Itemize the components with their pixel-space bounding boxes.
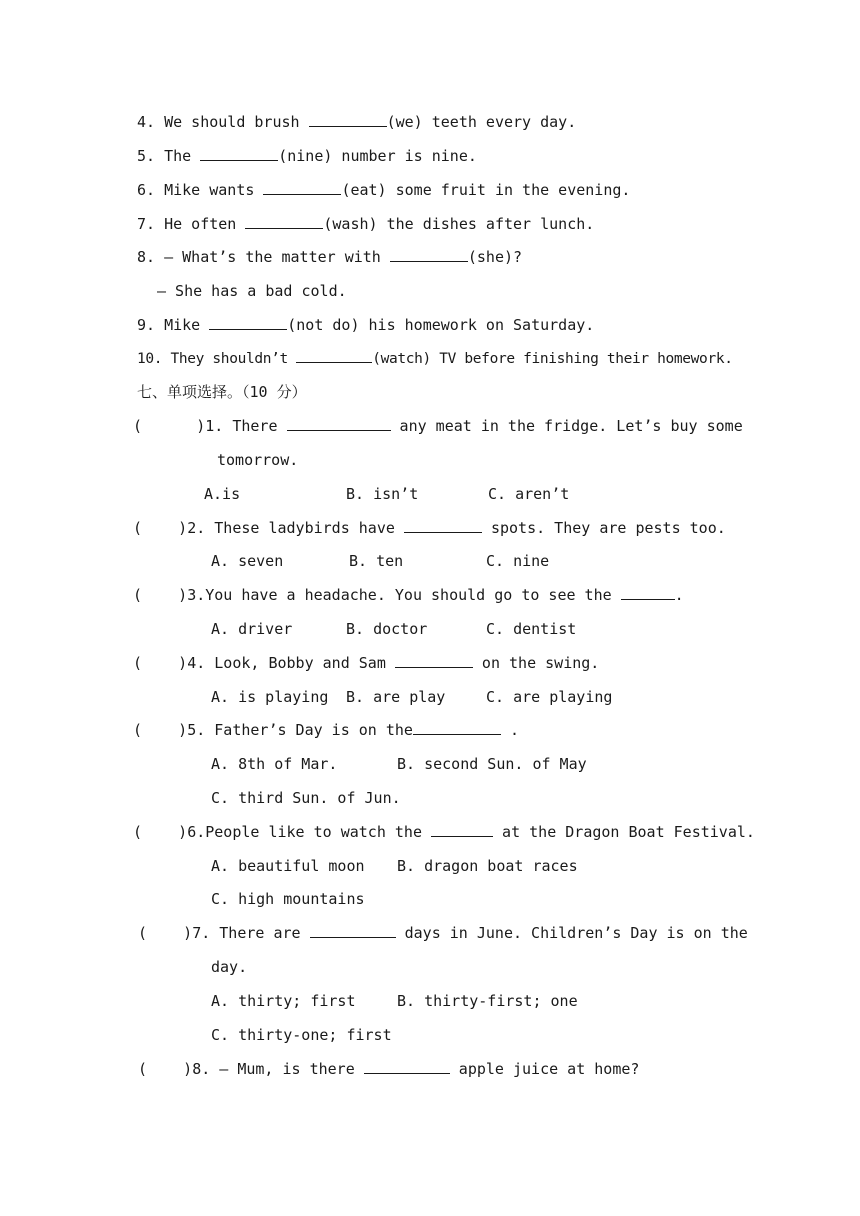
option-b[interactable]: B. thirty-first; one: [397, 992, 578, 1010]
question-7: 7. He often (wash) the dishes after lunch.: [137, 215, 595, 233]
question-8: 8. — What’s the matter with (she)?: [137, 248, 523, 266]
option-a[interactable]: A.is: [204, 485, 241, 503]
option-a[interactable]: A. thirty; first: [211, 992, 356, 1010]
option-b[interactable]: B. dragon boat races: [397, 857, 578, 875]
answer-blank[interactable]: [310, 923, 396, 938]
choice-question-8: ( )8. — Mum, is there apple juice at home?: [138, 1060, 640, 1078]
answer-blank[interactable]: [309, 112, 387, 127]
option-b[interactable]: B. isn’t: [346, 485, 419, 503]
option-a[interactable]: A. seven: [211, 552, 284, 570]
option-b[interactable]: B. second Sun. of May: [397, 755, 587, 773]
choice-question-3: ( )3.You have a headache. You should go to see the .: [133, 586, 684, 604]
choice-question-1: ( )1. There any meat in the fridge. Let’s buy some: [133, 417, 743, 435]
answer-bracket[interactable]: ( ): [138, 1060, 193, 1078]
section-title: 七、单项选择。（10 分）: [137, 383, 307, 401]
choice-question-7-cont: day.: [211, 958, 248, 976]
option-a[interactable]: A. is playing: [211, 688, 329, 706]
answer-bracket[interactable]: ( ): [133, 417, 206, 435]
option-c[interactable]: C. third Sun. of Jun.: [211, 789, 401, 807]
question-8-reply: — She has a bad cold.: [157, 282, 347, 300]
answer-bracket[interactable]: ( ): [138, 924, 193, 942]
question-10: 10. They shouldn’t (watch) TV before finishing their homework.: [137, 348, 733, 369]
option-c[interactable]: C. dentist: [486, 620, 577, 638]
answer-bracket[interactable]: ( ): [133, 519, 188, 537]
choice-question-2: ( )2. These ladybirds have spots. They are pests too.: [133, 519, 726, 537]
option-c[interactable]: C. nine: [486, 552, 550, 570]
option-a[interactable]: A. beautiful moon: [211, 857, 365, 875]
choice-question-6: ( )6.People like to watch the at the Dragon Boat Festival.: [133, 823, 755, 841]
answer-blank[interactable]: [390, 247, 468, 262]
answer-bracket[interactable]: ( ): [133, 823, 188, 841]
question-6: 6. Mike wants (eat) some fruit in the evening.: [137, 181, 631, 199]
option-c[interactable]: C. aren’t: [488, 485, 570, 503]
option-c[interactable]: C. high mountains: [211, 890, 365, 908]
option-c[interactable]: C. thirty-one; first: [211, 1026, 392, 1044]
answer-blank[interactable]: [296, 348, 372, 363]
answer-blank[interactable]: [413, 720, 501, 735]
option-b[interactable]: B. ten: [349, 552, 404, 570]
option-a[interactable]: A. 8th of Mar.: [211, 755, 338, 773]
answer-blank[interactable]: [263, 180, 341, 195]
option-a[interactable]: A. driver: [211, 620, 293, 638]
answer-blank[interactable]: [245, 214, 323, 229]
option-c[interactable]: C. are playing: [486, 688, 613, 706]
choice-question-1-cont: tomorrow.: [217, 451, 299, 469]
choice-question-5: ( )5. Father’s Day is on the .: [133, 721, 520, 739]
choice-question-7: ( )7. There are days in June. Children’s Day is on the: [138, 924, 748, 942]
answer-bracket[interactable]: ( ): [133, 586, 188, 604]
choice-question-4: ( )4. Look, Bobby and Sam on the swing.: [133, 654, 600, 672]
answer-blank[interactable]: [404, 518, 482, 533]
answer-blank[interactable]: [364, 1059, 450, 1074]
question-5: 5. The (nine) number is nine.: [137, 147, 477, 165]
answer-blank[interactable]: [209, 315, 287, 330]
answer-bracket[interactable]: ( ): [133, 654, 188, 672]
question-4: 4. We should brush (we) teeth every day.: [137, 113, 577, 131]
option-b[interactable]: B. doctor: [346, 620, 428, 638]
answer-blank[interactable]: [287, 416, 391, 431]
answer-blank[interactable]: [431, 822, 493, 837]
answer-blank[interactable]: [395, 653, 473, 668]
answer-blank[interactable]: [621, 585, 675, 600]
question-9: 9. Mike (not do) his homework on Saturday.: [137, 316, 595, 334]
answer-blank[interactable]: [200, 146, 278, 161]
answer-bracket[interactable]: ( ): [133, 721, 188, 739]
option-b[interactable]: B. are play: [346, 688, 446, 706]
